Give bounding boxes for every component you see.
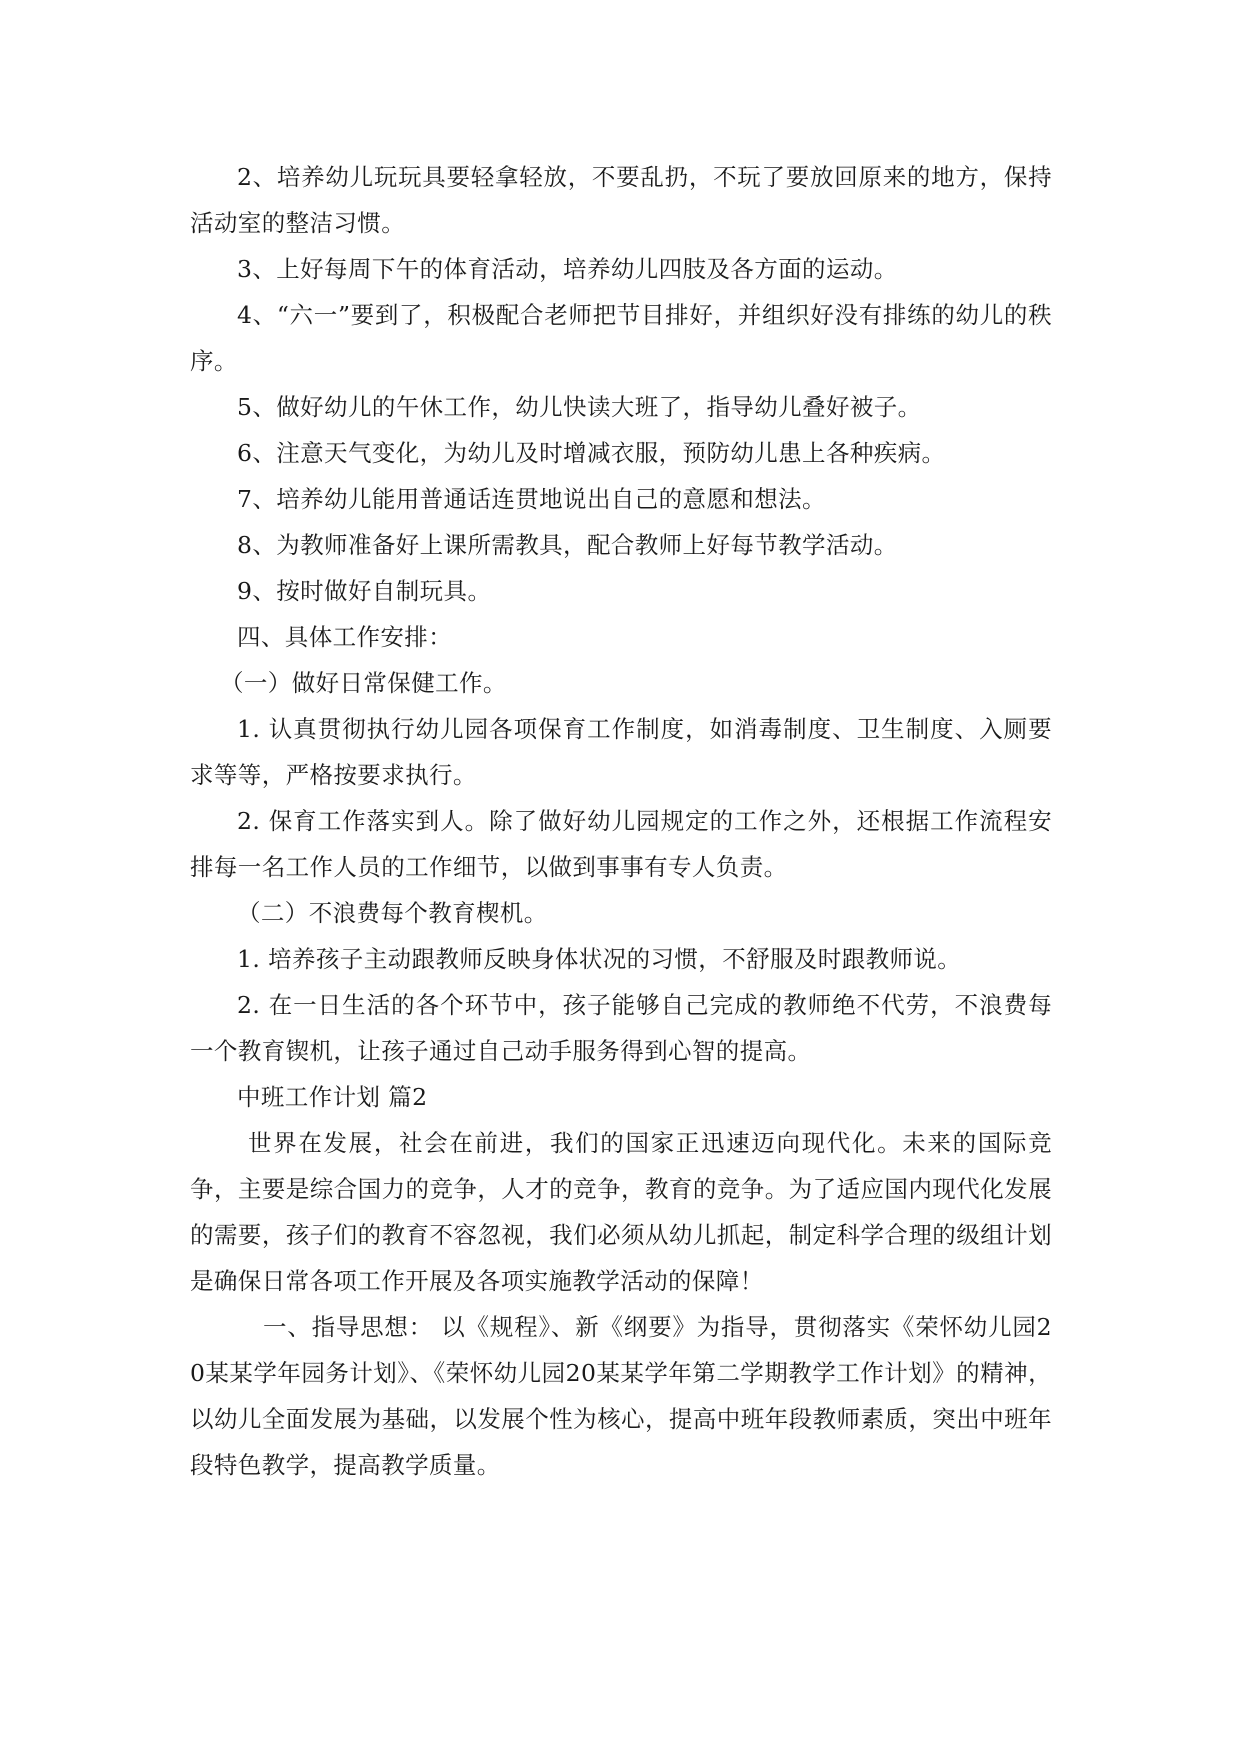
document-body (190, 154, 1052, 1488)
paragraph-item-7: 7、培养幼儿能用普通话连贯地说出自己的意愿和想法。 (237, 485, 826, 513)
subsection-2-item-2: 2. 在一日生活的各个环节中，孩子能够自己完成的教师绝不代劳，不浪费每一个教育锲机，让孩子通过自己动手服务得到心智的提高。 (190, 991, 1052, 1065)
paragraph-item-3: 3、上好每周下午的体育活动，培养幼儿四肢及各方面的运动。 (237, 255, 898, 283)
paragraph-item-9: 9、按时做好自制玩具。 (237, 577, 492, 605)
subsection-heading-1: （一）做好日常保健工作。 (220, 669, 507, 697)
subsection-1-item-2: 2. 保育工作落实到人。除了做好幼儿园规定的工作之外，还根据工作流程安排每一名工作人员的工作细节，以做到事事有专人负责。 (190, 807, 1052, 881)
paragraph-item-2: 2、培养幼儿玩玩具要轻拿轻放，不要乱扔，不玩了要放回原来的地方，保持活动室的整洁习惯。 (190, 163, 1052, 237)
section-heading-4: 四、具体工作安排： (237, 623, 453, 651)
paragraph-item-6: 6、注意天气变化，为幼儿及时增减衣服，预防幼儿患上各种疾病。 (237, 439, 946, 467)
paragraph-item-8: 8、为教师准备好上课所需教具，配合教师上好每节教学活动。 (237, 531, 898, 559)
subsection-heading-2: （二）不浪费每个教育楔机。 (237, 899, 548, 927)
intro-paragraph: 世界在发展，社会在前进，我们的国家正迅速迈向现代化。未来的国际竞争，主要是综合国力的竞争，人才的竞争，教育的竞争。为了适应国内现代化发展的需要，孩子们的教育不容忽视，我们必须从幼儿抓起，制定科学合理的级组计划是确保日常各项工作开展及各项实施教学活动的保障！ (190, 1129, 1052, 1295)
paragraph-item-4: 4、“六一”要到了，积极配合老师把节目排好，并组织好没有排练的幼儿的秩序。 (190, 301, 1052, 375)
subsection-1-item-1: 1. 认真贯彻执行幼儿园各项保育工作制度，如消毒制度、卫生制度、入厕要求等等，严格按要求执行。 (190, 715, 1052, 789)
paragraph-item-5: 5、做好幼儿的午休工作，幼儿快读大班了，指导幼儿叠好被子。 (237, 393, 922, 421)
article-title: 中班工作计划 篇2 (237, 1083, 428, 1111)
subsection-2-item-1: 1. 培养孩子主动跟教师反映身体状况的习惯，不舒服及时跟教师说。 (237, 945, 962, 973)
guiding-thought-paragraph: 一、指导思想： 以《规程》、新《纲要》为指导，贯彻落实《荣怀幼儿园20某某学年园务计划》、《荣怀幼儿园20某某学年第二学期教学工作计划》的精神，以幼儿全面发展为基础，以发展个性为核心，提高中班年段教师素质，突出中班年段特色教学，提高教学质量。 (190, 1313, 1052, 1479)
